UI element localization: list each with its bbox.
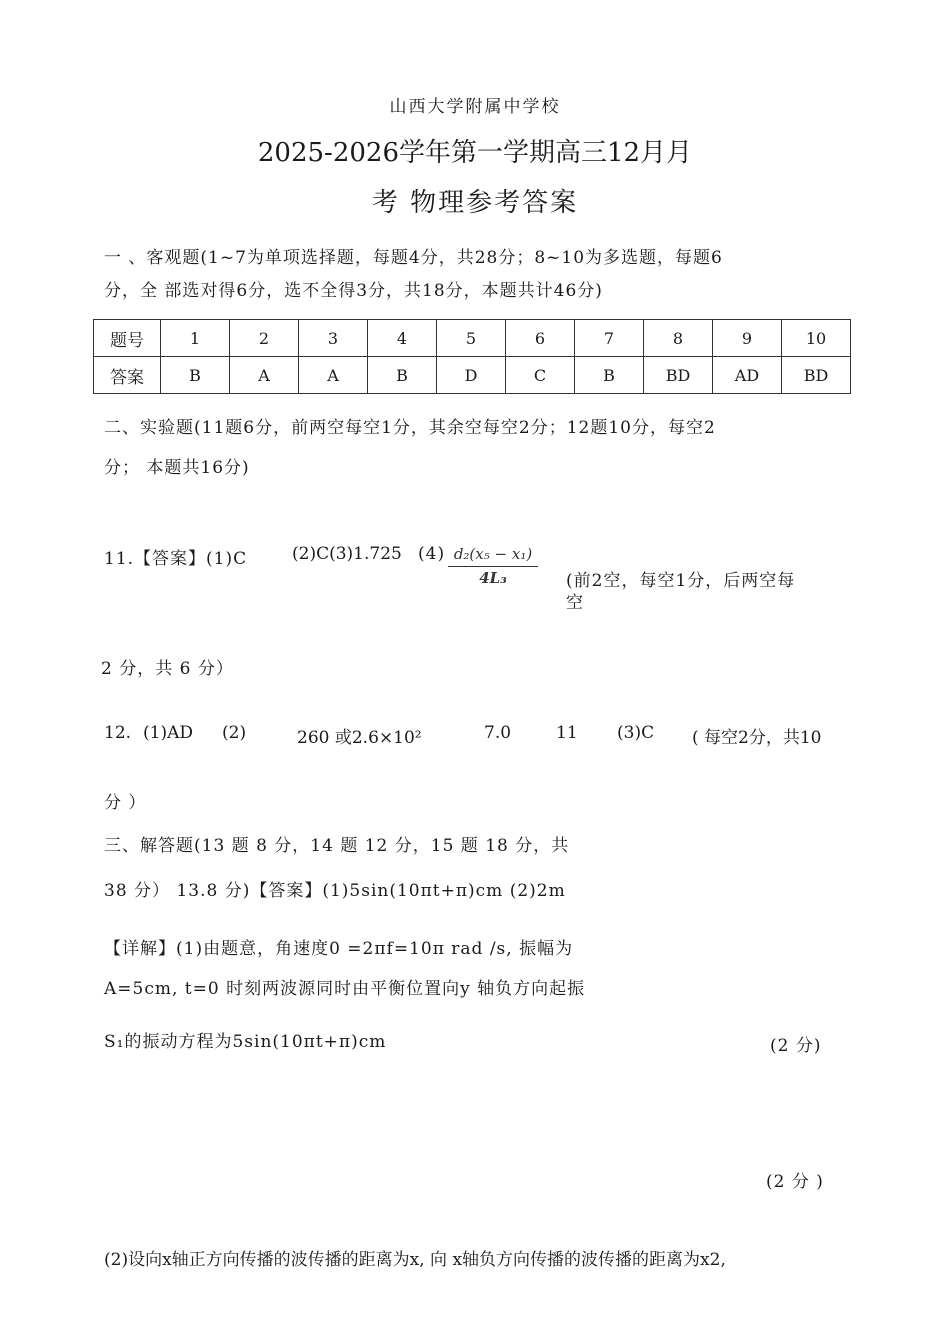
q12-value3: 11 bbox=[556, 723, 578, 743]
table-cell: A bbox=[299, 357, 368, 394]
school-name: 山西大学附属中学校 bbox=[389, 97, 561, 117]
table-cell: B bbox=[368, 357, 437, 394]
detail-line4: (2)设向x轴正方向传播的波传播的距离为x, 向 x轴负方向传播的波传播的距离为x2, bbox=[104, 1250, 726, 1270]
table-row-answers bbox=[94, 357, 851, 394]
section2-heading-line2: 分； 本题共16分) bbox=[104, 458, 250, 478]
table-cell: BD bbox=[644, 357, 713, 394]
table-cell: BD bbox=[782, 357, 851, 394]
section1-heading-line2: 分，全 部选对得6分，选不全得3分，共18分，本题共计46分) bbox=[104, 281, 603, 301]
answer-table bbox=[93, 319, 851, 394]
table-cell: B bbox=[161, 357, 230, 394]
q11-answer-part2: (2)C(3)1.725 bbox=[292, 544, 402, 564]
table-cell: 7 bbox=[575, 320, 644, 357]
table-cell: 8 bbox=[644, 320, 713, 357]
q11-score-note-line2: 空 bbox=[566, 593, 584, 613]
table-cell: D bbox=[437, 357, 506, 394]
table-cell: 1 bbox=[161, 320, 230, 357]
q12-value2: 7.0 bbox=[484, 723, 512, 743]
fraction-denominator: 4L₃ bbox=[479, 569, 507, 587]
detail-score1: (2 分) bbox=[770, 1036, 822, 1056]
q11-answer-part4: (4) bbox=[418, 544, 446, 564]
table-cell: 3 bbox=[299, 320, 368, 357]
table-cell: AD bbox=[713, 357, 782, 394]
table-cell: C bbox=[506, 357, 575, 394]
table-cell: 10 bbox=[782, 320, 851, 357]
section3-heading-line2: 38 分） 13.8 分)【答案】(1)5sin(10πt+π)cm (2)2m bbox=[104, 881, 566, 901]
page-title-line2: 考 物理参考答案 bbox=[371, 188, 579, 218]
q11-score-note-cont: 2 分，共 6 分） bbox=[101, 659, 234, 679]
page-title-line1: 2025-2026学年第一学期高三12月月 bbox=[257, 138, 693, 168]
table-cell: 4 bbox=[368, 320, 437, 357]
row-header-number: 题号 bbox=[94, 320, 161, 357]
table-cell: 5 bbox=[437, 320, 506, 357]
q11-score-note-line1: (前2空，每空1分，后两空每 bbox=[566, 571, 796, 591]
detail-line2: A=5cm, t=0 时刻两波源同时由平衡位置向y 轴负方向起振 bbox=[104, 979, 586, 999]
detail-score2: (2 分 ) bbox=[766, 1172, 824, 1192]
fraction-numerator: d₂(x₅ − x₁) bbox=[448, 545, 538, 567]
q12-score-note-cont: 分 ） bbox=[104, 793, 147, 813]
section3-heading-line1: 三、解答题(13 题 8 分，14 题 12 分，15 题 18 分，共 bbox=[104, 836, 570, 856]
section2-heading-line1: 二、实验题(11题6分，前两空每空1分，其余空每空2分；12题10分，每空2 bbox=[104, 418, 716, 438]
q11-fraction bbox=[448, 545, 538, 587]
q12-score-note: ( 每空2分，共10 bbox=[692, 728, 822, 748]
section1-heading-line1: 一 、客观题(1~7为单项选择题，每题4分，共28分；8~10为多选题，每题6 bbox=[104, 248, 723, 268]
detail-line3: S₁的振动方程为5sin(10πt+π)cm bbox=[104, 1032, 387, 1052]
q12-part3: (3)C bbox=[617, 723, 655, 743]
table-cell: 2 bbox=[230, 320, 299, 357]
table-cell: 9 bbox=[713, 320, 782, 357]
table-row-numbers bbox=[94, 320, 851, 357]
table-cell: A bbox=[230, 357, 299, 394]
q12-number: 12. bbox=[104, 723, 132, 743]
q12-value1: 260 或2.6×10² bbox=[297, 728, 422, 748]
q11-answer-prefix: 11.【答案】(1)C bbox=[104, 549, 248, 569]
table-cell: B bbox=[575, 357, 644, 394]
table-cell: 6 bbox=[506, 320, 575, 357]
row-header-answer: 答案 bbox=[94, 357, 161, 394]
q12-part1: (1)AD bbox=[143, 723, 193, 743]
detail-line1: 【详解】(1)由题意，角速度0 =2πf=10π rad /s, 振幅为 bbox=[104, 939, 574, 959]
q12-part2: (2) bbox=[222, 723, 247, 743]
